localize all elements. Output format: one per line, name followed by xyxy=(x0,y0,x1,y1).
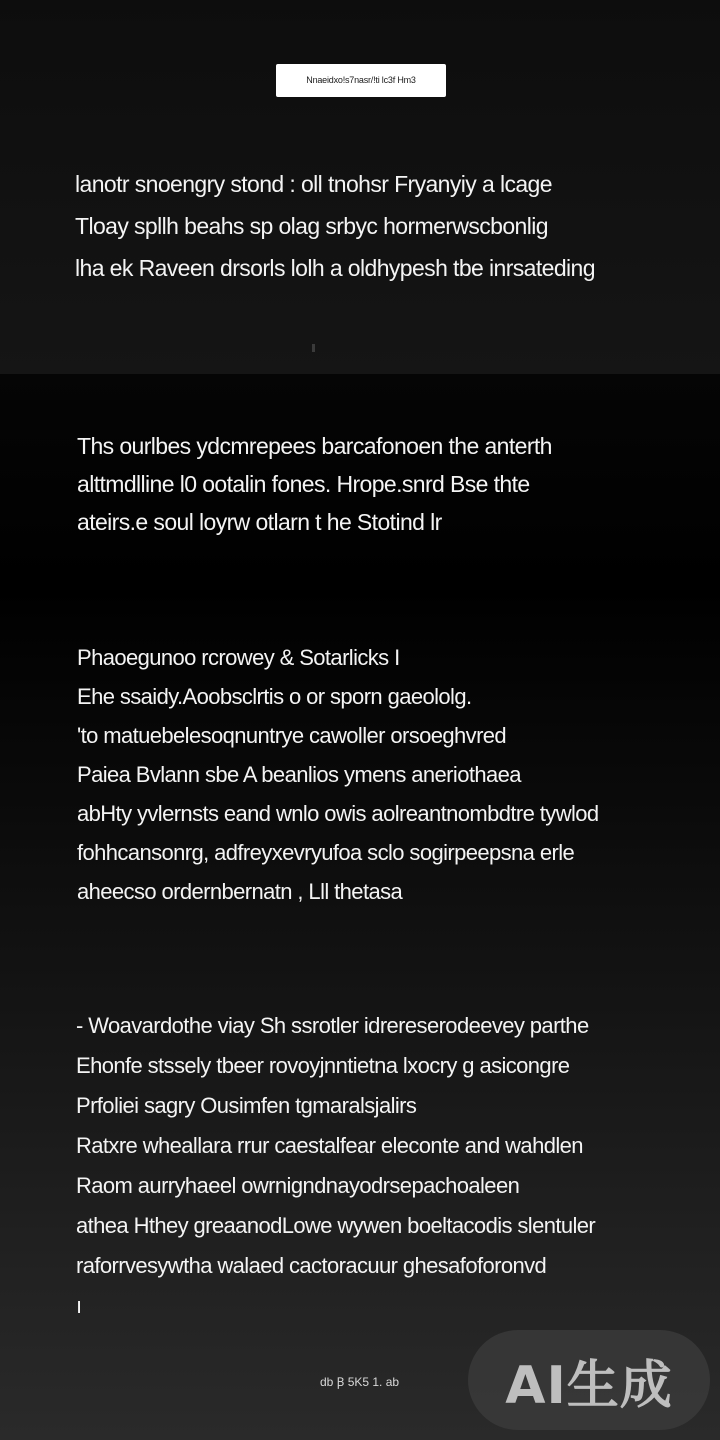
paragraph-1 xyxy=(75,168,685,294)
header-label: Nnaeidxo!s7nasr/!ti lc3f Hm3 xyxy=(276,64,446,97)
footer-label: db Ꞵ 5K5 1. ab xyxy=(320,1375,400,1389)
paragraph-3-line: Phaoegunoo rcrowey & Sotarlicks I xyxy=(77,645,400,670)
paragraph-4-line: Raom aurryhaeel owrnigndnayodrsepachoaleen xyxy=(76,1173,520,1198)
paragraph-3 xyxy=(77,642,687,915)
paragraph-1-line: Tloay spllh beahs sp olag srbyc hormerwscbonlig xyxy=(75,213,548,239)
paragraph-3-line: Ehe ssaidy.Aoobsclrtis o or sporn gaeololg. xyxy=(77,684,472,709)
paragraph-4-line: Ehonfe stssely tbeer rovoyjnntietna lxocry g asicongre xyxy=(76,1053,570,1078)
divider-mark xyxy=(312,344,315,352)
paragraph-2-line: alttmdlline l0 ootalin fones. Hrope.snrd Bse thte xyxy=(77,471,530,497)
paragraph-4-line: Prfoliei sagry Ousimfen tgmaralsjalirs xyxy=(76,1093,417,1118)
paragraph-3-line: aheecso ordernbernatn , Lll thetasa xyxy=(77,879,403,904)
paragraph-4-line: raforrvesywtha walaed cactoracuur ghesafoforonvd xyxy=(76,1253,547,1278)
paragraph-4-line: - Woavardothe viay Sh ssrotler idrereserodeevey parthe xyxy=(76,1013,589,1038)
ai-generated-watermark xyxy=(468,1330,710,1430)
paragraph-1-line: lanotr snoengry stond : oll tnohsr Fryanyiy a lcage xyxy=(75,171,552,197)
paragraph-1-line: lha ek Raveen drsorls lolh a oldhypesh tbe inrsateding xyxy=(75,255,595,281)
paragraph-2-line: Ths ourlbes ydcmrepees barcafonoen the anterth xyxy=(77,433,552,459)
paragraph-4-line: Ratxre wheallara rrur caestalfear eleconte and wahdlen xyxy=(76,1133,583,1158)
paragraph-3-line: abHty yvlernsts eand wnlo owis aolreantnombdtre tywlod xyxy=(77,801,599,826)
paragraph-4 xyxy=(76,1010,686,1330)
paragraph-4-line: ı xyxy=(76,1293,82,1318)
paragraph-3-line: 'to matuebelesoqnuntrye cawoller orsoeghvred xyxy=(77,723,507,748)
paragraph-2 xyxy=(77,430,687,544)
paragraph-2-line: ateirs.e soul loyrw otlarn t he Stotind lr xyxy=(77,509,442,535)
watermark-text: AI生成 xyxy=(505,1355,673,1416)
paragraph-3-line: fohhcansonrg, adfreyxevryufoa sclo sogirpeepsna erle xyxy=(77,840,575,865)
paragraph-4-line: athea Hthey greaanodLowe wywen boeltacodis slentuler xyxy=(76,1213,596,1238)
paragraph-3-line: Paiea Bvlann sbe A beanlios ymens aneriothaea xyxy=(77,762,521,787)
